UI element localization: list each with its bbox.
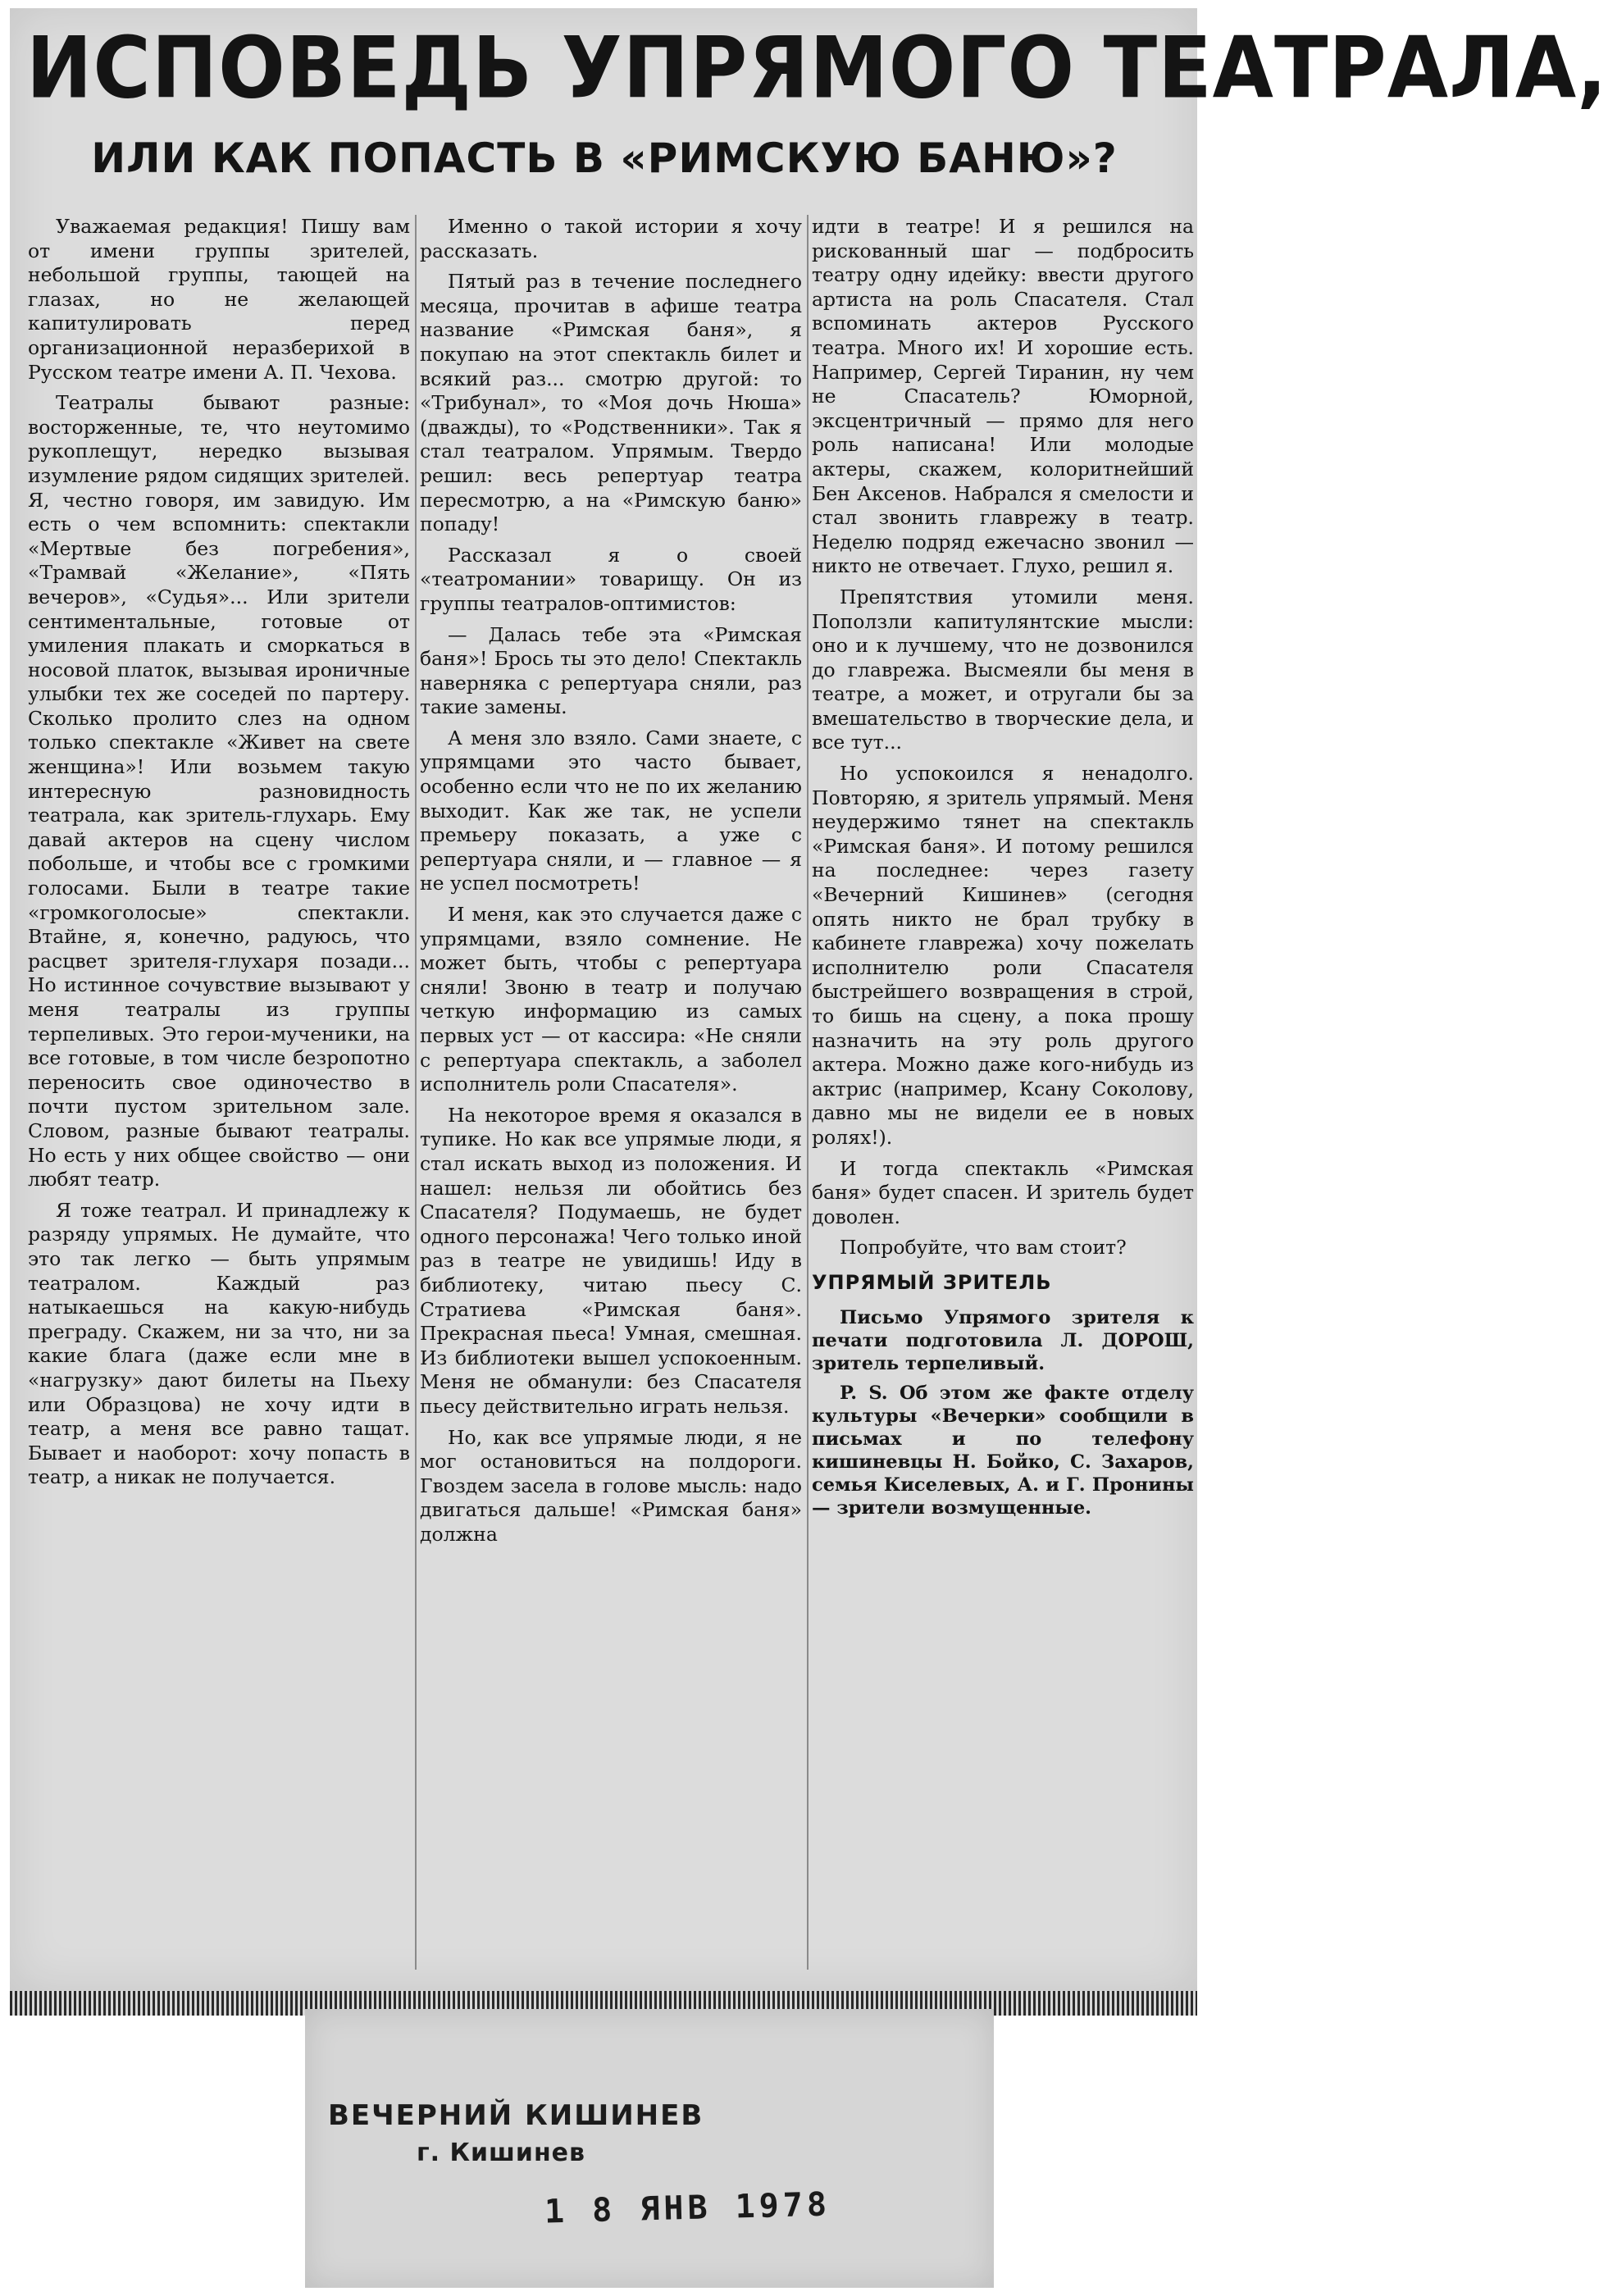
paragraph: Театралы бывают разные: восторженные, те, что неутомимо рукоплещут, нередко вызывая изумление рядом сидящих зрителей. Я, честно говоря, им завидую. Им есть о чем вспомнить: спектакли «Мертвые без погребения», «Трамвай «Желание», «Пять вечеров», «Судья»... Или зрители сентиментальные, готовые от умиления плакать и сморкаться в носовой платок, вызывая ироничные улыбки тех же соседей по партеру. Сколько пролито слез на одном только спектакле «Живет на свете женщина»! Или возьмем такую интересную разновидность театрала, как зритель-глухарь. Ему давай актеров на сцену числом побольше, и чтобы все с громкими голосами. Были в театре такие «громкоголосые» спектакли. Втайне, я, конечно, радуюсь, что расцвет зрителя-глухаря позади... Но истинное сочувствие вызывают у меня театралы из группы терпеливых. Это герои-мученики, на все готовые, в том числе безропотно переносить свое одиночество в почти пустом зрительном зале. Словом, разные бывают театралы. Но есть у них общее свойство — они любят театр. bbox=[28, 391, 410, 1191]
column-divider bbox=[807, 215, 809, 1970]
postscript-note: P. S. Об этом же факте отделу культуры «Вечерки» сообщили в письмах и по телефону кишиневцы Н. Бойко, С. Захаров, семья Киселевых, А. и Г. Пронины — зрители возмущенные. bbox=[812, 1382, 1194, 1519]
stamp-date: 1 8 ЯНВ 1978 bbox=[544, 2185, 831, 2231]
paragraph: На некоторое время я оказался в тупике. Но как все упрямые люди, я стал искать выход из положения. И нашел: нельзя ли обойтись без Спасателя? Подумаешь, не будет одного персонажа! Чего только иной раз в театре не увидишь! Иду в библиотеку, читаю пьесу С. Стратиева «Римская баня». Прекрасная пьеса! Умная, смешная. Из библиотеки вышел успокоенным. Меня не обманули: без Спасателя пьесу действительно играть нельзя. bbox=[420, 1103, 802, 1418]
paragraph: Но успокоился я ненадолго. Повторяю, я зритель упрямый. Меня неудержимо тянет на спектакль «Римская баня». И потому решился на последнее: через газету «Вечерний Кишинев» (сегодня опять никто не брал трубку в кабинете главрежа) хочу пожелать исполнителю роли Спасателя быстрейшего возвращения в строй, то бишь на сцену, а пока прошу назначить на эту роль другого актера. Можно даже кого-нибудь из актрис (например, Ксану Соколову, давно мы не видели ее в новых ролях!). bbox=[812, 762, 1194, 1149]
paragraph: Я тоже театрал. И принадлежу к разряду упрямых. Не думайте, что это так легко — быть упрямым театралом. Каждый раз натыкаешься на какую-нибудь преграду. Скажем, ни за что, ни за какие блага (даже если мне в «нагрузку» дают билеты на Пьеху или Образцова) не хочу идти в театр, а меня все равно тащат. Бывает и наоборот: хочу попасть в театр, а никак не получается. bbox=[28, 1198, 410, 1489]
paragraph: Уважаемая редакция! Пишу вам от имени группы зрителей, небольшой группы, тающей на глазах, но не желающей капитулировать перед организационной неразберихой в Русском театре имени А. П. Чехова. bbox=[28, 215, 410, 384]
paragraph: Пятый раз в течение последнего месяца, прочитав в афише театра название «Римская баня», я покупаю на этот спектакль билет и всякий раз... смотрю другой: то «Трибунал», то «Моя дочь Нюша» (дважды), то «Родственники». Так я стал театралом. Упрямым. Твердо решил: весь репертуар театра пересмотрю, а на «Римскую баню» попаду! bbox=[420, 270, 802, 536]
paragraph: идти в театре! И я решился на рискованный шаг — подбросить театру одну идейку: ввести другого артиста на роль Спасателя. Стал вспоминать актеров Русского театра. Много их! И хорошие есть. Например, Сергей Тиранин, ну чем не Спасатель? Юморной, эксцентричный — прямо для него роль написана! Или молодые актеры, скажем, колоритнейший Бен Аксенов. Набрался я смелости и стал звонить главрежу в театр. Неделю подряд ежечасно звонил — никто не отвечает. Глухо, решил я. bbox=[812, 215, 1194, 578]
editor-note: Письмо Упрямого зрителя к печати подготовила Л. ДОРОШ, зритель терпеливый. bbox=[812, 1306, 1194, 1374]
newspaper-clipping bbox=[10, 8, 1608, 1991]
paragraph: Попробуйте, что вам стоит? bbox=[840, 1236, 1127, 1260]
paragraph: И тогда спектакль «Римская баня» будет спасен. И зритель будет доволен. bbox=[812, 1156, 1194, 1228]
paragraph: Препятствия утомили меня. Поползли капитулянтские мысли: оно и к лучшему, что не дозвонился до главрежа. Высмеяли бы меня в театре, а может, и отругали бы за вмешательство в творческие дела, и все тут... bbox=[812, 585, 1194, 754]
paragraph: Именно о такой истории я хочу рассказать. bbox=[420, 215, 802, 262]
archive-stamp bbox=[305, 2009, 994, 2288]
article-column-3 bbox=[812, 215, 1194, 1526]
stamp-newspaper-name: ВЕЧЕРНИЙ КИШИНЕВ bbox=[328, 2099, 704, 2132]
paragraph: Но, как все упрямые люди, я не мог остановиться на полдороги. Гвоздем засела в голове мысль: надо двигаться дальше! «Римская баня» должна bbox=[420, 1425, 802, 1546]
author-signature: УПРЯМЫЙ ЗРИТЕЛЬ bbox=[812, 1270, 1052, 1294]
article-column-1 bbox=[28, 215, 410, 1496]
paragraph: А меня зло взяло. Сами знаете, с упрямцами это часто бывает, особенно если что не по их желанию выходит. Как же так, не успели премьеру показать, а уже с репертуара сняли, и — главное — я не успел посмотреть! bbox=[420, 726, 802, 895]
paragraph: — Далась тебе эта «Римская баня»! Брось ты это дело! Спектакль наверняка с репертуара сняли, раз такие замены. bbox=[420, 622, 802, 719]
stamp-city: г. Кишинев bbox=[417, 2139, 585, 2167]
headline: ИСПОВЕДЬ УПРЯМОГО ТЕАТРАЛА, bbox=[26, 18, 1608, 118]
paragraph: И меня, как это случается даже с упрямцами, взяло сомнение. Не может быть, чтобы с репертуара сняли! Звоню в театр и получаю четкую информацию из самых первых уст — от кассира: «Не сняли с репертуара спектакль, а заболел исполнитель роли Спасателя». bbox=[420, 903, 802, 1096]
column-divider bbox=[415, 215, 417, 1970]
article-column-2 bbox=[420, 215, 802, 1553]
subheadline: ИЛИ КАК ПОПАСТЬ В «РИМСКУЮ БАНЮ»? bbox=[91, 134, 1118, 182]
paragraph: Рассказал я о своей «театромании» товарищу. Он из группы театралов-оптимистов: bbox=[420, 543, 802, 615]
